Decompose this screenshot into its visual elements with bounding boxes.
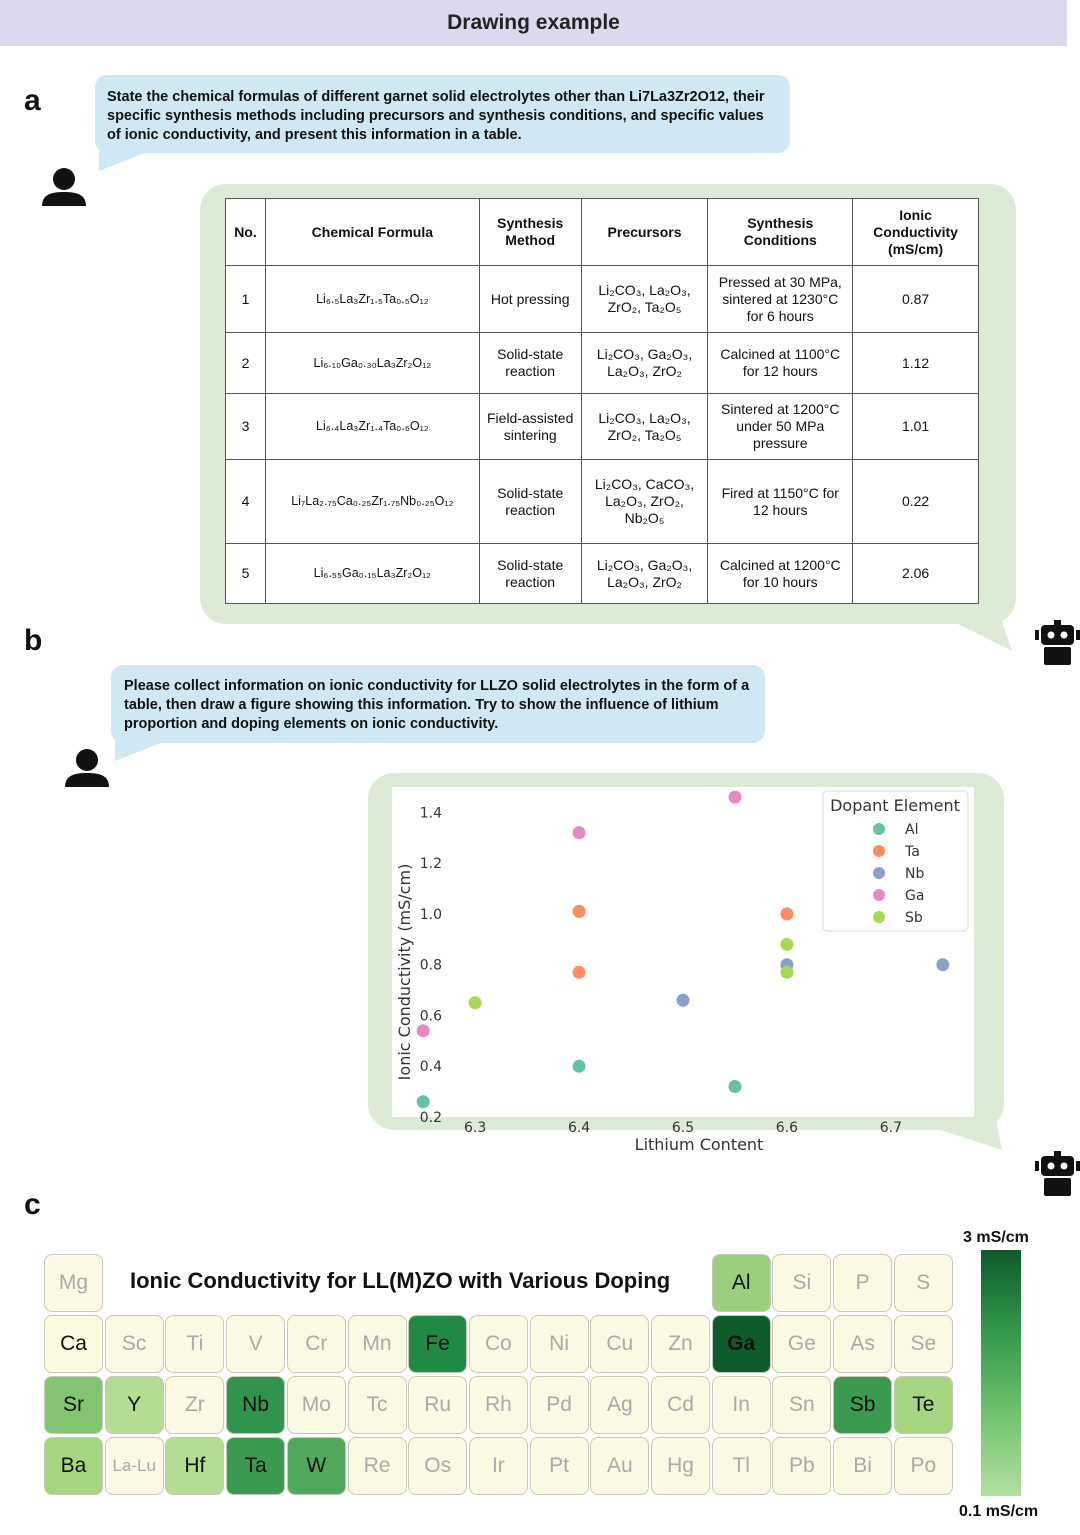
data-point-ga (573, 826, 586, 839)
legend-title: Dopant Element (830, 796, 960, 815)
table-cell: 1.01 (853, 394, 979, 460)
element-cell-pt: Pt (530, 1437, 589, 1495)
y-tick-label: 0.8 (419, 957, 442, 974)
y-tick-label: 0.4 (419, 1059, 442, 1076)
element-cell-mn: Mn (348, 1315, 407, 1373)
table-cell: 1 (226, 266, 266, 333)
colorbar (981, 1250, 1021, 1496)
legend-marker-al (873, 823, 885, 835)
table-cell: 2 (226, 333, 266, 394)
x-tick-label: 6.7 (879, 1120, 902, 1136)
data-point-sb (469, 996, 482, 1009)
element-cell-mg: Mg (44, 1254, 103, 1312)
panel-label-a: a (24, 84, 41, 117)
element-cell-ni: Ni (530, 1315, 589, 1373)
element-cell-co: Co (469, 1315, 528, 1373)
legend-marker-sb (873, 911, 885, 923)
element-cell-w: W (287, 1437, 346, 1495)
panel-label-c: c (24, 1188, 41, 1221)
legend-marker-ga (873, 889, 885, 901)
table-cell: 1.12 (853, 333, 979, 394)
element-cell-hf: Hf (165, 1437, 224, 1495)
table-cell: 0.22 (853, 460, 979, 544)
element-cell-cr: Cr (287, 1315, 346, 1373)
table-cell: Li₂CO₃, Ga₂O₃, La₂O₃, ZrO₂ (581, 333, 708, 394)
column-header: Synthesis Conditions (708, 199, 853, 266)
element-cell-mo: Mo (287, 1376, 346, 1434)
table-cell: Solid-state reaction (479, 544, 581, 604)
element-cell-ta: Ta (226, 1437, 285, 1495)
x-tick-label: 6.4 (567, 1120, 591, 1136)
data-point-al (573, 1060, 586, 1073)
element-cell-ga: Ga (712, 1315, 771, 1373)
data-point-ga (417, 1024, 430, 1037)
element-cell-in: In (712, 1376, 771, 1434)
element-cell-cu: Cu (590, 1315, 649, 1373)
periodic-table-title: Ionic Conductivity for LL(M)ZO with Various Doping (130, 1268, 671, 1293)
element-cell-pb: Pb (772, 1437, 831, 1495)
column-header: No. (226, 199, 266, 266)
legend-label-sb: Sb (905, 910, 923, 926)
robot-icon (1035, 1151, 1080, 1196)
element-cell-fe: Fe (408, 1315, 467, 1373)
table-cell: Pressed at 30 MPa, sintered at 1230°C for 6 hours (708, 266, 853, 333)
element-cell-as: As (833, 1315, 892, 1373)
legend-marker-nb (873, 867, 885, 879)
table-cell: Li₂CO₃, La₂O₃, ZrO₂, Ta₂O₅ (581, 266, 708, 333)
x-tick-label: 6.6 (775, 1120, 799, 1136)
element-cell-ca: Ca (44, 1315, 103, 1373)
table-cell: Li₆.₁₀Ga₀.₃₀La₃Zr₂O₁₂ (265, 333, 479, 394)
element-cell-al: Al (712, 1254, 771, 1312)
data-point-al (417, 1095, 430, 1108)
legend-label-ga: Ga (905, 888, 925, 904)
panel-label-b: b (24, 624, 43, 657)
element-cell-bi: Bi (833, 1437, 892, 1495)
table-cell: Li₆.₄La₃Zr₁.₄Ta₀.₆O₁₂ (265, 394, 479, 460)
element-cell-zr: Zr (165, 1376, 224, 1434)
element-cell-p: P (833, 1254, 892, 1312)
user-bubble-tail-b (111, 735, 191, 765)
y-tick-label: 0.6 (419, 1008, 442, 1025)
element-cell-se: Se (894, 1315, 953, 1373)
header-title: Drawing example (447, 11, 620, 34)
element-cell-zn: Zn (651, 1315, 710, 1373)
user-prompt-bubble-b (111, 665, 765, 743)
table-row (226, 394, 979, 460)
data-point-ta (573, 966, 586, 979)
table-cell: Sintered at 1200°C under 50 MPa pressure (708, 394, 853, 460)
synthesis-table (225, 198, 979, 604)
header-banner (0, 0, 1067, 46)
element-cell-hg: Hg (651, 1437, 710, 1495)
table-cell: Li₂CO₃, La₂O₃, ZrO₂, Ta₂O₅ (581, 394, 708, 460)
element-cell-ir: Ir (469, 1437, 528, 1495)
table-cell: 3 (226, 394, 266, 460)
robot-icon (1035, 620, 1080, 665)
element-cell-te: Te (894, 1376, 953, 1434)
data-point-nb (677, 994, 690, 1007)
table-cell: Li₆.₅₅Ga₀.₁₅La₃Zr₂O₁₂ (265, 544, 479, 604)
element-cell-sb: Sb (833, 1376, 892, 1434)
column-header: Precursors (581, 199, 708, 266)
user-avatar-icon (40, 168, 88, 208)
user-prompt-text-b: Please collect information on ionic conductivity for LLZO solid electrolytes in the form of a table, then draw a figure showing this information. Try to show the influence of lithium proportion and doping elements on ionic conductivity. (124, 678, 750, 732)
data-point-ta (780, 907, 793, 920)
table-cell: Fired at 1150°C for 12 hours (708, 460, 853, 544)
user-prompt-bubble-a (95, 75, 790, 153)
element-cell-ti: Ti (165, 1315, 224, 1373)
colorbar-max-label: 3 mS/cm (963, 1229, 1029, 1246)
colorbar-min-label: 0.1 mS/cm (959, 1503, 1039, 1520)
table-header-row (226, 199, 979, 266)
element-cell-s: S (894, 1254, 953, 1312)
table-cell: Calcined at 1100°C for 12 hours (708, 333, 853, 394)
element-cell-tl: Tl (712, 1437, 771, 1495)
table-cell: Solid-state reaction (479, 460, 581, 544)
table-cell: Li₇La₂.₇₅Ca₀.₂₅Zr₁.₇₅Nb₀.₂₅O₁₂ (265, 460, 479, 544)
x-axis-label: Lithium Content (634, 1135, 764, 1154)
user-prompt-text-a: State the chemical formulas of different garnet solid electrolytes other than Li7La3Zr2O12, their specific synthesis methods including precursors and synthesis conditions, and specific values of ionic conductivity, and present this information in a table. (107, 89, 765, 143)
element-cell-au: Au (590, 1437, 649, 1495)
table-cell: 4 (226, 460, 266, 544)
element-cell-sc: Sc (105, 1315, 164, 1373)
element-cell-ba: Ba (44, 1437, 103, 1495)
element-cell-sn: Sn (772, 1376, 831, 1434)
reply-tail-a (940, 615, 1020, 655)
x-tick-label: 6.3 (464, 1120, 487, 1136)
table-row (226, 333, 979, 394)
data-point-sb (780, 966, 793, 979)
data-point-al (728, 1080, 741, 1093)
table-cell: 5 (226, 544, 266, 604)
element-cell-la-lu: La-Lu (105, 1437, 164, 1495)
legend-label-ta: Ta (905, 844, 920, 860)
table-cell: Hot pressing (479, 266, 581, 333)
element-cell-ge: Ge (772, 1315, 831, 1373)
scatter-chart (368, 773, 1004, 1154)
element-cell-os: Os (408, 1437, 467, 1495)
x-tick-label: 6.5 (671, 1120, 695, 1136)
column-header: Ionic Conductivity (mS/cm) (853, 199, 979, 266)
y-axis-label: Ionic Conductivity (mS/cm) (395, 863, 414, 1081)
user-avatar-icon (63, 749, 111, 789)
table-cell: Li₂CO₃, Ga₂O₃, La₂O₃, ZrO₂ (581, 544, 708, 604)
user-bubble-tail-a (95, 145, 175, 175)
element-cell-sr: Sr (44, 1376, 103, 1434)
table-row (226, 266, 979, 333)
table-cell: 0.87 (853, 266, 979, 333)
element-cell-tc: Tc (348, 1376, 407, 1434)
data-point-sb (780, 938, 793, 951)
table-cell: Solid-state reaction (479, 333, 581, 394)
table-cell: Li₆.₅La₃Zr₁.₅Ta₀.₅O₁₂ (265, 266, 479, 333)
element-cell-rh: Rh (469, 1376, 528, 1434)
element-cell-po: Po (894, 1437, 953, 1495)
column-header: Chemical Formula (265, 199, 479, 266)
y-tick-label: 1.2 (419, 856, 442, 873)
column-header: Synthesis Method (479, 199, 581, 266)
data-point-ga (728, 791, 741, 804)
table-cell: Calcined at 1200°C for 10 hours (708, 544, 853, 604)
element-cell-ag: Ag (590, 1376, 649, 1434)
table-cell: 2.06 (853, 544, 979, 604)
legend-label-nb: Nb (905, 866, 925, 882)
data-point-nb (936, 958, 949, 971)
legend-marker-ta (873, 845, 885, 857)
element-cell-re: Re (348, 1437, 407, 1495)
element-cell-ru: Ru (408, 1376, 467, 1434)
table-row (226, 460, 979, 544)
data-point-ta (573, 905, 586, 918)
element-cell-nb: Nb (226, 1376, 285, 1434)
legend-label-al: Al (905, 822, 919, 838)
element-cell-pd: Pd (530, 1376, 589, 1434)
y-tick-label: 0.2 (419, 1110, 442, 1126)
y-tick-label: 1.4 (419, 805, 442, 822)
table-row (226, 544, 979, 604)
table-cell: Li₂CO₃, CaCO₃, La₂O₃, ZrO₂, Nb₂O₅ (581, 460, 708, 544)
element-cell-v: V (226, 1315, 285, 1373)
y-tick-label: 1.0 (419, 906, 442, 923)
element-cell-cd: Cd (651, 1376, 710, 1434)
element-cell-si: Si (772, 1254, 831, 1312)
element-cell-y: Y (105, 1376, 164, 1434)
table-cell: Field-assisted sintering (479, 394, 581, 460)
